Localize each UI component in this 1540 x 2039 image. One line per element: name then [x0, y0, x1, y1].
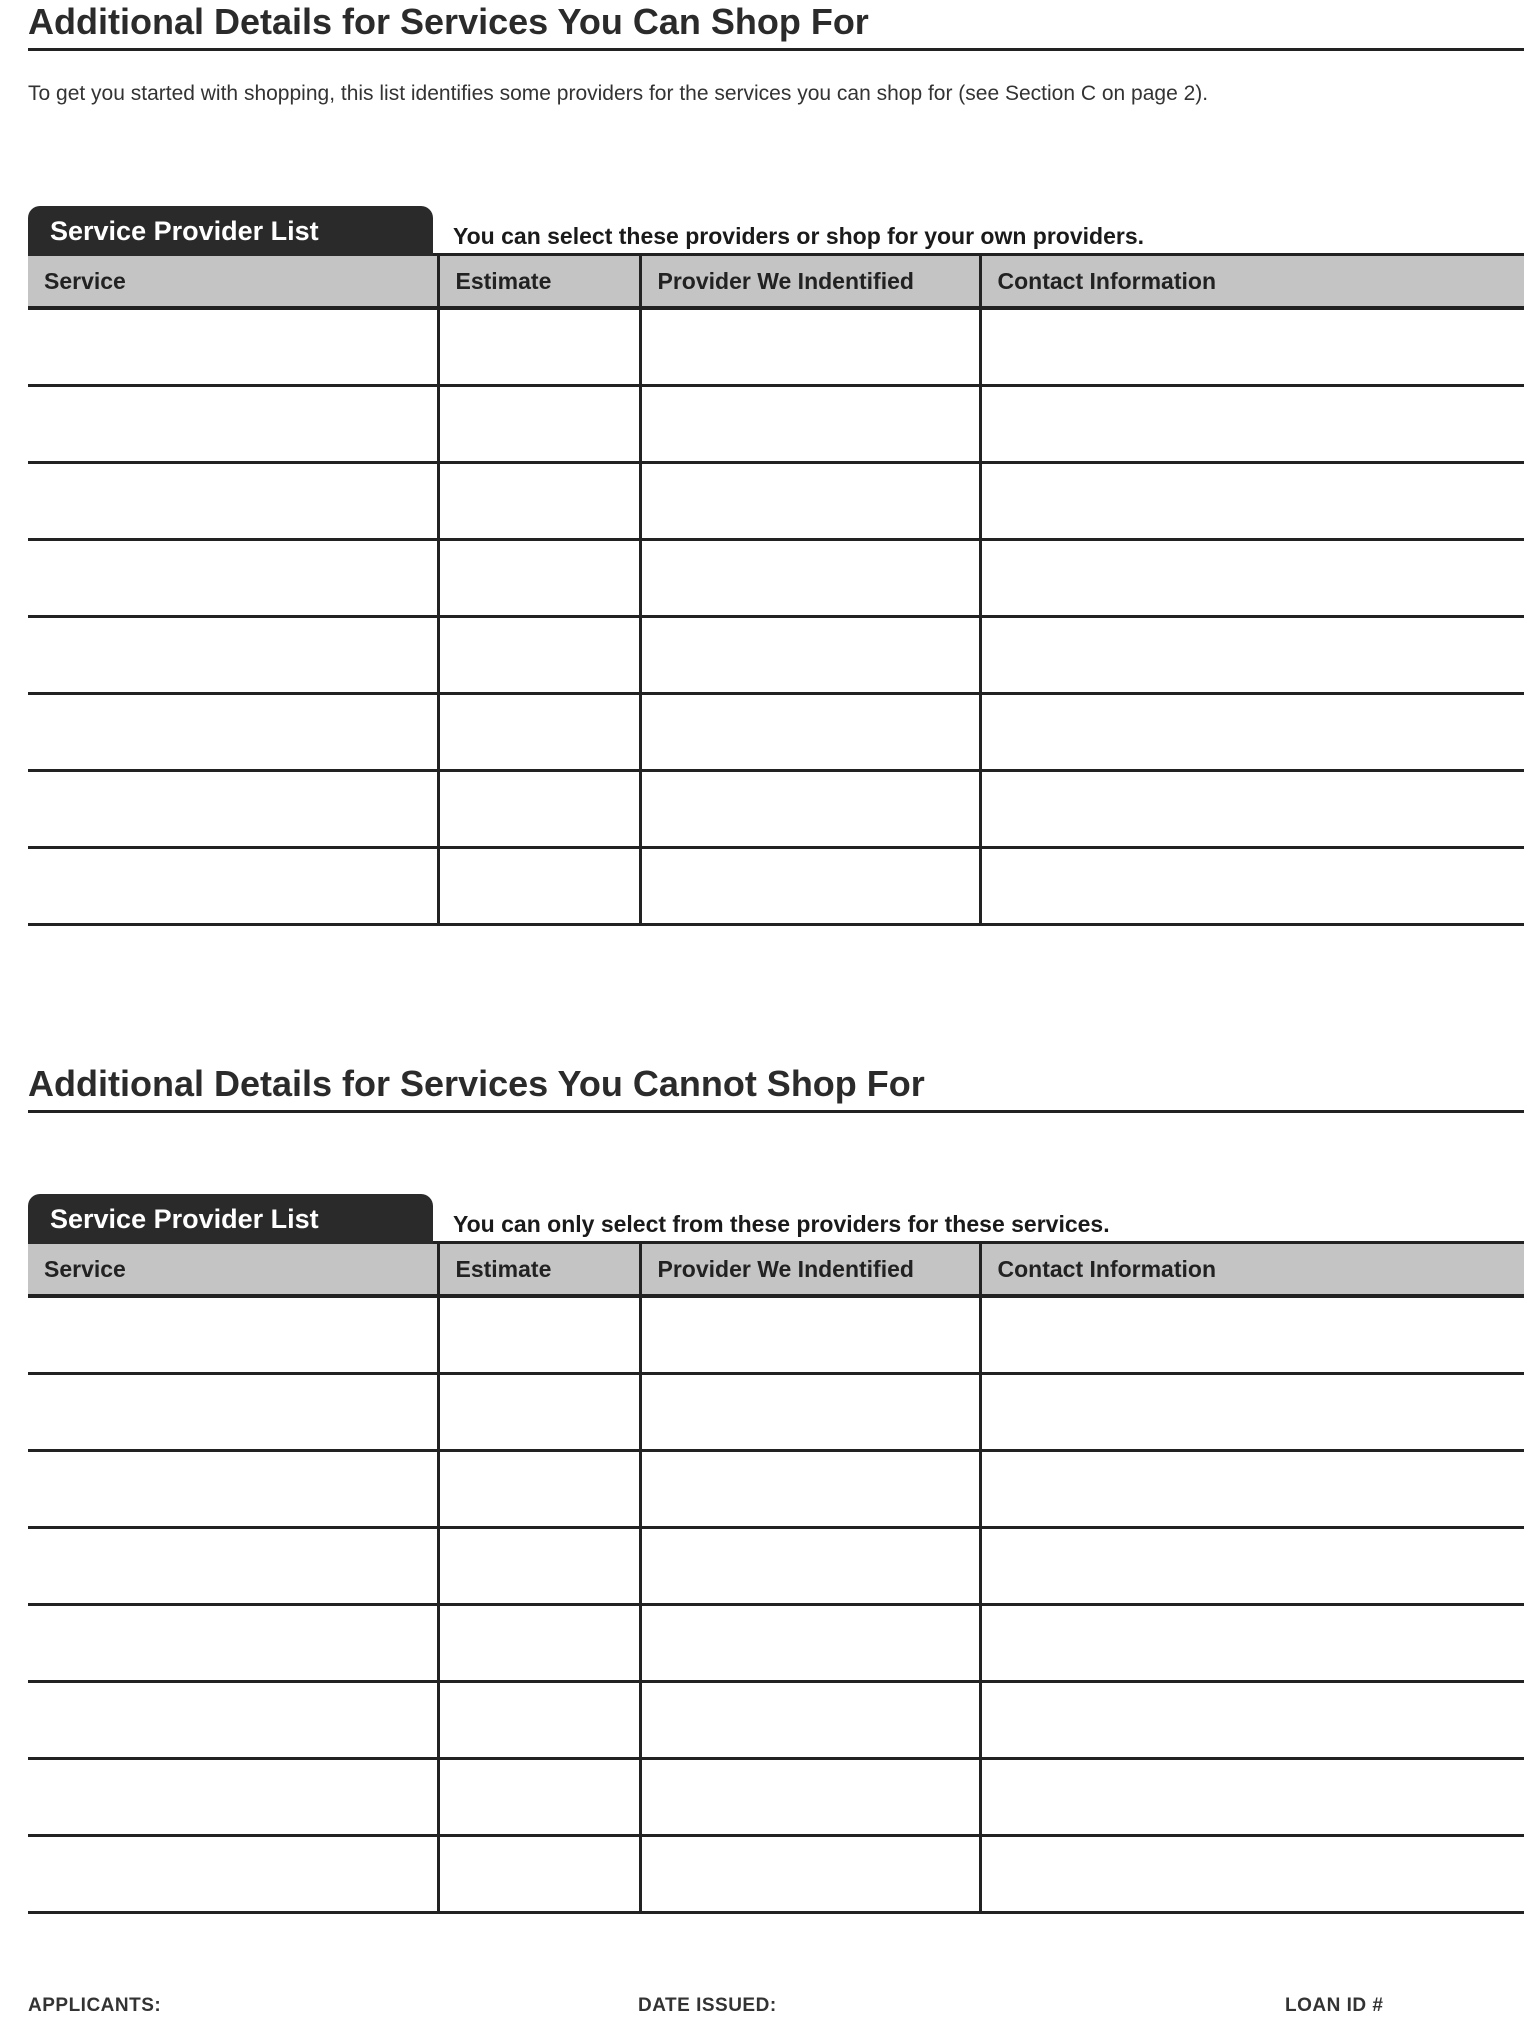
column-header-row [28, 1244, 1524, 1296]
service-cell[interactable] [28, 1450, 438, 1527]
service-cell[interactable] [28, 847, 438, 924]
contact-cell[interactable] [980, 385, 1524, 462]
provider-cell[interactable] [640, 693, 980, 770]
estimate-cell[interactable] [438, 462, 640, 539]
provider-grid [28, 256, 1524, 926]
service-cell[interactable] [28, 1681, 438, 1758]
service-cell[interactable] [28, 1527, 438, 1604]
provider-table-can-shop [28, 202, 1524, 926]
table-row [28, 1296, 1524, 1373]
date-issued-label: DATE ISSUED: [638, 1995, 777, 2016]
service-cell[interactable] [28, 462, 438, 539]
estimate-cell[interactable] [438, 693, 640, 770]
provider-cell[interactable] [640, 1296, 980, 1373]
column-header-contact: Contact Information [980, 256, 1524, 308]
table-row [28, 539, 1524, 616]
service-cell[interactable] [28, 1373, 438, 1450]
divider [433, 1241, 1524, 1244]
contact-cell[interactable] [980, 1296, 1524, 1373]
table-row [28, 1527, 1524, 1604]
estimate-cell[interactable] [438, 616, 640, 693]
provider-cell[interactable] [640, 1835, 980, 1912]
contact-cell[interactable] [980, 1373, 1524, 1450]
column-header-estimate: Estimate [438, 256, 640, 308]
table-row [28, 1681, 1524, 1758]
table-row [28, 847, 1524, 924]
estimate-cell[interactable] [438, 1604, 640, 1681]
provider-cell[interactable] [640, 308, 980, 385]
estimate-cell[interactable] [438, 385, 640, 462]
contact-cell[interactable] [980, 770, 1524, 847]
estimate-cell[interactable] [438, 1527, 640, 1604]
column-header-contact: Contact Information [980, 1244, 1524, 1296]
table-note: You can only select from these providers for these services. [453, 1211, 1110, 1237]
service-cell[interactable] [28, 308, 438, 385]
provider-cell[interactable] [640, 539, 980, 616]
provider-cell[interactable] [640, 1758, 980, 1835]
provider-cell[interactable] [640, 616, 980, 693]
table-note: You can select these providers or shop for your own providers. [453, 223, 1145, 249]
service-cell[interactable] [28, 770, 438, 847]
contact-cell[interactable] [980, 847, 1524, 924]
estimate-cell[interactable] [438, 308, 640, 385]
column-header-service: Service [28, 256, 438, 308]
service-provider-list-tab: Service Provider List [28, 206, 433, 256]
table-row [28, 462, 1524, 539]
table-row [28, 308, 1524, 385]
estimate-cell[interactable] [438, 770, 640, 847]
service-cell[interactable] [28, 1296, 438, 1373]
estimate-cell[interactable] [438, 847, 640, 924]
estimate-cell[interactable] [438, 1835, 640, 1912]
table-row [28, 1835, 1524, 1912]
provider-cell[interactable] [640, 1681, 980, 1758]
column-header-estimate: Estimate [438, 1244, 640, 1296]
contact-cell[interactable] [980, 1681, 1524, 1758]
estimate-cell[interactable] [438, 539, 640, 616]
estimate-cell[interactable] [438, 1758, 640, 1835]
service-cell[interactable] [28, 539, 438, 616]
service-cell[interactable] [28, 1835, 438, 1912]
provider-grid [28, 1244, 1524, 1914]
table-row [28, 616, 1524, 693]
estimate-cell[interactable] [438, 1373, 640, 1450]
provider-table-cannot-shop [28, 1190, 1524, 1914]
intro-text: To get you started with shopping, this list identifies some providers for the services you can shop for (see Section C on page 2). [28, 82, 1209, 105]
provider-cell[interactable] [640, 462, 980, 539]
column-header-provider: Provider We Indentified [640, 1244, 980, 1296]
contact-cell[interactable] [980, 1527, 1524, 1604]
provider-cell[interactable] [640, 847, 980, 924]
table-header-row [28, 202, 1524, 256]
section-title-can-shop: Additional Details for Services You Can Shop For [28, 0, 1524, 51]
provider-cell[interactable] [640, 1373, 980, 1450]
section-title-cannot-shop: Additional Details for Services You Cannot Shop For [28, 1062, 1524, 1113]
service-provider-list-tab: Service Provider List [28, 1194, 433, 1244]
contact-cell[interactable] [980, 693, 1524, 770]
applicants-label: APPLICANTS: [28, 1995, 162, 2016]
contact-cell[interactable] [980, 1758, 1524, 1835]
estimate-cell[interactable] [438, 1681, 640, 1758]
table-header-row [28, 1190, 1524, 1244]
contact-cell[interactable] [980, 616, 1524, 693]
service-cell[interactable] [28, 693, 438, 770]
table-row [28, 1604, 1524, 1681]
contact-cell[interactable] [980, 539, 1524, 616]
contact-cell[interactable] [980, 462, 1524, 539]
contact-cell[interactable] [980, 1835, 1524, 1912]
estimate-cell[interactable] [438, 1296, 640, 1373]
contact-cell[interactable] [980, 308, 1524, 385]
provider-cell[interactable] [640, 770, 980, 847]
table-row [28, 1373, 1524, 1450]
provider-cell[interactable] [640, 385, 980, 462]
service-cell[interactable] [28, 385, 438, 462]
divider [433, 253, 1524, 256]
provider-cell[interactable] [640, 1604, 980, 1681]
provider-cell[interactable] [640, 1450, 980, 1527]
provider-cell[interactable] [640, 1527, 980, 1604]
table-row [28, 1758, 1524, 1835]
table-row [28, 693, 1524, 770]
table-row [28, 770, 1524, 847]
contact-cell[interactable] [980, 1604, 1524, 1681]
contact-cell[interactable] [980, 1450, 1524, 1527]
column-header-row [28, 256, 1524, 308]
column-header-service: Service [28, 1244, 438, 1296]
loan-id-label: LOAN ID # [1285, 1995, 1384, 2016]
table-row [28, 1450, 1524, 1527]
service-cell[interactable] [28, 1758, 438, 1835]
service-cell[interactable] [28, 1604, 438, 1681]
estimate-cell[interactable] [438, 1450, 640, 1527]
service-cell[interactable] [28, 616, 438, 693]
table-row [28, 385, 1524, 462]
column-header-provider: Provider We Indentified [640, 256, 980, 308]
